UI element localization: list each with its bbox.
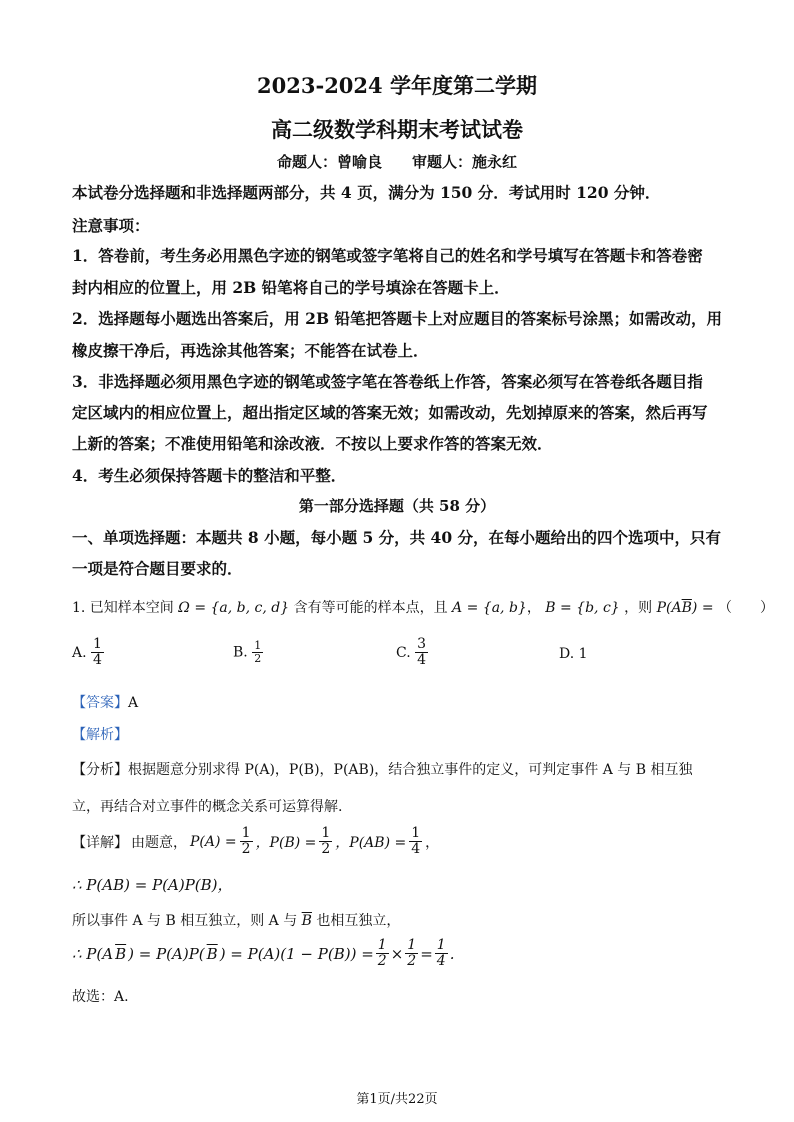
- p-expr-bar: $\overline{B}$: [681, 600, 692, 616]
- section1-line1: 一、单项选择题：本题共 8 小题，每小题 5 分，共 40 分，在每小题给出的四个选项中，只有: [72, 528, 722, 547]
- frac-den: 2: [321, 841, 331, 858]
- option-b-fraction: [252, 640, 263, 665]
- indep-bar: $\overline{B}$: [301, 913, 312, 929]
- option-b-label: B.: [233, 644, 248, 661]
- q1-stem-c: ，则: [624, 600, 653, 616]
- omega-set: Ω = {a, b, c, d}: [178, 600, 290, 616]
- t2-frac3: [435, 938, 448, 970]
- p-expr-pre: P(A: [656, 600, 682, 616]
- page-number: 第1页/共22页: [356, 1092, 438, 1107]
- frac-num: 1: [241, 825, 251, 841]
- xj-frac1: [240, 826, 253, 858]
- analysis-tag: 【解析】: [72, 727, 128, 743]
- option-a: [72, 637, 104, 669]
- xj-end: ，: [425, 834, 440, 851]
- t2-pre: ∴ P(A: [72, 944, 114, 963]
- option-c-label: C.: [396, 644, 411, 661]
- notice-3-line3: 上新的答案；不准使用铅笔和涂改液．不按以上要求作答的答案无效．: [72, 434, 553, 453]
- xj-frac3: [409, 826, 422, 858]
- frac-den: 2: [254, 652, 262, 666]
- notice-1-line1: 1．答卷前，考生务必用黑色字迹的钢笔或签字笔将自己的姓名和学号填写在答题卡和答卷密: [72, 246, 703, 265]
- option-d: D. 1: [559, 646, 588, 662]
- frac-num: 1: [254, 639, 262, 652]
- frac-num: 1: [321, 825, 331, 841]
- t2-times: ×: [390, 944, 404, 963]
- t2-eq: =: [420, 944, 433, 963]
- frac-den: 2: [241, 841, 251, 858]
- q1-stem-a: 1. 已知样本空间: [72, 600, 174, 616]
- answer-value: A: [128, 695, 139, 711]
- frac-num: 1: [411, 825, 421, 841]
- fenxi-tag: 【分析】: [72, 762, 128, 778]
- t2-frac2: [405, 938, 418, 970]
- conclusion: 故选：A.: [72, 989, 129, 1005]
- notice-heading: 注意事项：: [72, 216, 150, 235]
- xj-frac2: [319, 826, 332, 858]
- t2-end: .: [449, 944, 455, 963]
- answer-line: [72, 692, 138, 712]
- detail-line1: [72, 826, 439, 858]
- notice-1-line2: 封内相应的位置上，用 2B 铅笔将自己的学号填涂在答题卡上．: [72, 278, 510, 297]
- notice-3-line2: 定区域内的相应位置上，超出指定区域的答案无效；如需改动，先划掉原来的答案，然后再写: [72, 403, 708, 422]
- option-a-fraction: [91, 637, 104, 669]
- notice-2-line2: 橡皮擦干净后，再选涂其他答案；不能答在试卷上．: [72, 341, 429, 360]
- xj-pab: ，P(AB) =: [335, 834, 407, 851]
- frac-den: 4: [93, 652, 102, 669]
- set-b: B = {b, c}: [545, 600, 620, 616]
- independence-line: [72, 910, 400, 930]
- indep-end: 也相互独立，: [316, 913, 401, 929]
- p-expr-post: ) =: [691, 600, 714, 616]
- indep-text: 所以事件 A 与 B 相互独立，则 A 与: [72, 913, 298, 929]
- t2-frac1: [376, 938, 389, 970]
- section1-line2: 一项是符合题目要求的．: [72, 559, 243, 578]
- set-a: A = {a, b}: [452, 600, 527, 616]
- xj-intro: 由题意，: [131, 834, 187, 851]
- option-b: [233, 640, 263, 665]
- q1-stem-b: 含有等可能的样本点，且: [293, 600, 448, 616]
- t2-mid: ) = P(A)P(: [128, 944, 205, 963]
- xj-pa: P(A) =: [190, 833, 237, 850]
- option-a-label: A.: [72, 644, 87, 661]
- t2-mid2: ) = P(A)(1 − P(B)) =: [219, 944, 374, 963]
- frac-den: 2: [377, 953, 387, 970]
- question-1-stem: [72, 597, 774, 617]
- frac-num: 1: [377, 937, 387, 953]
- intro-line: 本试卷分选择题和非选择题两部分，共 4 页，满分为 150 分．考试用时 120 分钟．: [72, 183, 661, 202]
- answer-paren: （ ）: [718, 600, 775, 616]
- probability-expression: [657, 600, 714, 616]
- notice-3-line1: 3．非选择题必须用黑色字迹的钢笔或签字笔在答卷纸上作答，答案必须写在答卷纸各题目指: [72, 372, 703, 391]
- frac-num: 3: [417, 636, 427, 652]
- frac-den: 2: [407, 953, 417, 970]
- exam-year-title: 2023-2024 学年度第二学期: [257, 73, 537, 98]
- notice-2-line1: 2．选择题每小题选出答案后，用 2B 铅笔把答题卡上对应题目的答案标号涂黑；如需改动，用: [72, 309, 722, 328]
- fenxi-line2: 立，再结合对立事件的概念关系可运算得解.: [72, 799, 343, 815]
- exam-title: 高二级数学科期末考试试卷: [271, 117, 523, 142]
- answer-tag: 【答案】: [72, 695, 128, 711]
- notice-4: 4．考生必须保持答题卡的整洁和平整．: [72, 466, 347, 485]
- frac-num: 1: [407, 937, 417, 953]
- option-c: [396, 637, 428, 669]
- part1-title: 第一部分选择题（共 58 分）: [298, 497, 496, 515]
- frac-num: 1: [93, 636, 102, 652]
- t2-bar: $\overline{B}$: [115, 944, 127, 963]
- therefore-line2: [72, 938, 455, 970]
- frac-den: 4: [436, 953, 446, 970]
- therefore-line1: ∴ P(AB) = P(A)P(B)，: [72, 876, 233, 894]
- xj-pb: ，P(B) =: [255, 834, 317, 851]
- q1-sep: ，: [526, 600, 541, 616]
- fenxi-line1: [72, 759, 692, 779]
- fenxi-text1: 根据题意分别求得 P(A)，P(B)，P(AB)，结合独立事件的定义，可判定事件 A 与 B 相互独: [128, 762, 693, 778]
- frac-den: 4: [411, 841, 421, 858]
- option-c-fraction: [415, 637, 428, 669]
- frac-num: 1: [436, 937, 446, 953]
- frac-den: 4: [417, 652, 427, 669]
- t2-bar2: $\overline{B}$: [206, 944, 218, 963]
- authors-line: 命题人：曾喻良 审题人：施永红: [276, 153, 517, 171]
- xiangjie-tag: 【详解】: [72, 834, 128, 851]
